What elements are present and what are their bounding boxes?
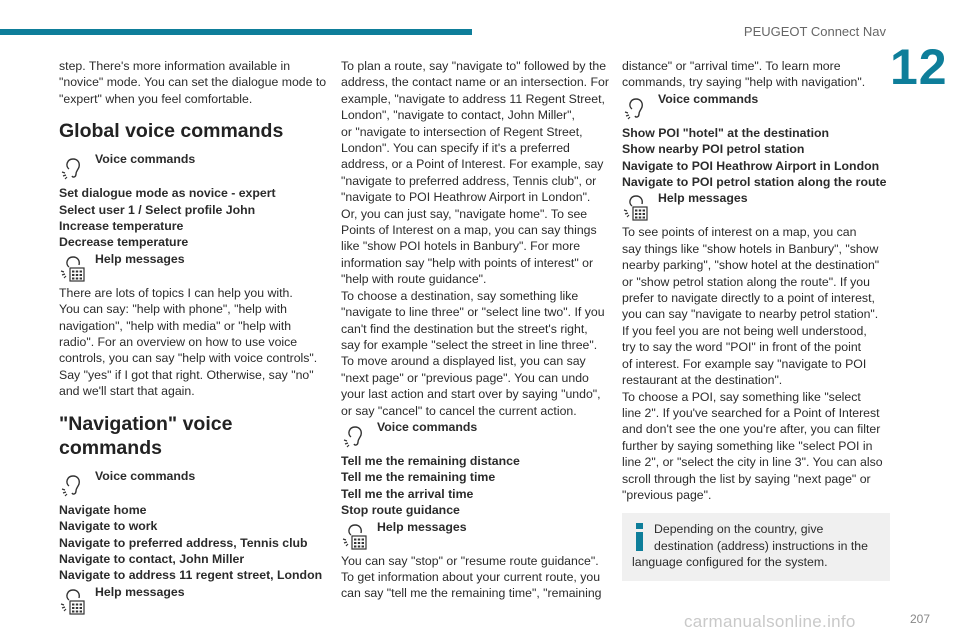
watermark: carmanualsonline.info xyxy=(684,612,856,631)
voice-command-icon xyxy=(59,153,89,183)
command-item: Tell me the remaining distance xyxy=(341,453,520,468)
voice-commands-label: Voice commands xyxy=(658,91,759,106)
help-messages-label: Help messages xyxy=(377,519,467,534)
heading-navigation-voice-commands: "Navigation" voice commands xyxy=(59,412,233,459)
command-item: Tell me the arrival time xyxy=(341,486,474,501)
route-help-text: You can say "stop" or "resume route guidance". To get information about your current route, you can say "tell me the remaining time", "remaining xyxy=(341,553,602,601)
info-note-text: Depending on the country, give destination (address) instructions in the xyxy=(654,522,868,553)
command-item: Decrease temperature xyxy=(59,235,189,250)
column-1 xyxy=(59,58,329,618)
command-item: Select user 1 / Select profile John xyxy=(59,202,256,217)
command-item: Navigate home xyxy=(59,502,147,517)
help-messages-label-row xyxy=(59,584,329,618)
column-3 xyxy=(622,58,890,581)
intro-paragraph: step. There's more information available in "novice" mode. You can set the dialogue mode to "expert" when you feel comfortable. xyxy=(59,59,327,106)
help-messages-label: Help messages xyxy=(95,584,185,599)
voice-command-icon xyxy=(341,421,371,451)
command-item: Navigate to POI petrol station along the route xyxy=(622,175,887,190)
voice-commands-label: Voice commands xyxy=(377,419,478,434)
help-messages-icon xyxy=(622,192,652,222)
command-item: Show nearby POI petrol station xyxy=(622,142,805,157)
command-item: Navigate to preferred address, Tennis club xyxy=(59,535,308,550)
command-item: Set dialogue mode as novice - expert xyxy=(59,186,276,201)
info-note-text-end: language configured for the system. xyxy=(632,555,828,570)
help-messages-label-row xyxy=(59,251,329,285)
header-accent-bar xyxy=(0,29,472,35)
voice-commands-label-row xyxy=(622,91,890,125)
help-messages-icon xyxy=(59,253,89,283)
help-messages-icon xyxy=(341,521,371,551)
command-item: Navigate to contact, John Miller xyxy=(59,551,245,566)
voice-commands-label-row xyxy=(59,468,329,502)
voice-commands-label-row xyxy=(341,419,611,453)
command-item: Navigate to address 11 regent street, London xyxy=(59,568,323,583)
help-messages-label: Help messages xyxy=(658,191,748,206)
help-messages-label-row xyxy=(341,519,611,553)
navigation-help-text: To plan a route, say "navigate to" followed by the address, the contact name or an intersection. For example, "navigate to address 11 Regent Street, London", "navigate to contact, John Miller", or "navigate to intersection of Regent Street, London". You can specify if it's a preferred address, or a Point of Interest. For example, say "navigate to preferred address, Tennis club", or "navigate to POI Heathrow Airport in London". Or, you can just say, "navigate home". To see Points of Interest on a map, you can say things like "show POI hotels in Banbury". For more information say "help with points of interest" or "help with route guidance". To choose a destination, say something like "navigate to line three" or "select line two". If you can't find the destination but the street's right, say for example "select the street in line three". To move around a displayed list, you can say "next page" or "previous page". You can undo your last action and start over by saying "undo", or say "cancel" to cancel the current action. xyxy=(341,59,609,418)
command-item: Stop route guidance xyxy=(341,503,460,518)
info-icon xyxy=(634,523,646,551)
command-item: Show POI "hotel" at the destination xyxy=(622,125,830,140)
running-header: PEUGEOT Connect Nav xyxy=(743,24,886,39)
voice-commands-label: Voice commands xyxy=(95,152,196,167)
voice-commands-label: Voice commands xyxy=(95,468,196,483)
poi-help-text: To see points of interest on a map, you can say things like "show hotels in Banbury", "show nearby parking", "show hotel at the destination" or "show petrol station along the route". If you prefer to navigate directly to a point of interest, you can say "navigate to nearby petrol station". If you feel you are not being well understood, try to say the word "POI" in front of the point of interest. For example say "navigate to POI restaurant at the destination". To choose a POI, say something like "select line 2". If you've searched for a Point of Interest and don't see the one you're after, you can filter further by saying something like "select POI in line 2", or "select the city in line 3". You can also scroll through the list by saying "next page" or "previous page". xyxy=(622,225,883,502)
command-list-navigation xyxy=(59,502,329,584)
chapter-number: 12 xyxy=(890,39,948,95)
voice-commands-label-row xyxy=(59,151,329,185)
voice-command-icon xyxy=(59,470,89,500)
command-item: Navigate to POI Heathrow Airport in London xyxy=(622,158,880,173)
help-messages-label-row xyxy=(622,190,890,224)
command-list-global xyxy=(59,185,329,251)
command-item: Increase temperature xyxy=(59,219,184,234)
command-list-route xyxy=(341,453,611,519)
command-item: Navigate to work xyxy=(59,519,158,534)
info-note xyxy=(622,513,890,580)
page-number: 207 xyxy=(910,612,931,626)
command-list-poi xyxy=(622,125,890,191)
help-text-global: There are lots of topics I can help you with. You can say: "help with phone", "help with navigation", "help with media" or "help with radio". For an overview on how to use voice controls, you can say "help with voice controls". Say "yes" if I got that right. Otherwise, say "no" and we'll start that again. xyxy=(59,285,318,399)
route-help-continued: distance" or "arrival time". To learn more commands, try saying "help with navigation". xyxy=(622,59,866,90)
column-2 xyxy=(341,58,611,602)
help-messages-icon xyxy=(59,586,89,616)
voice-command-icon xyxy=(622,93,652,123)
help-messages-label: Help messages xyxy=(95,251,185,266)
command-item: Tell me the remaining time xyxy=(341,470,496,485)
heading-global-voice-commands: Global voice commands xyxy=(59,120,284,143)
